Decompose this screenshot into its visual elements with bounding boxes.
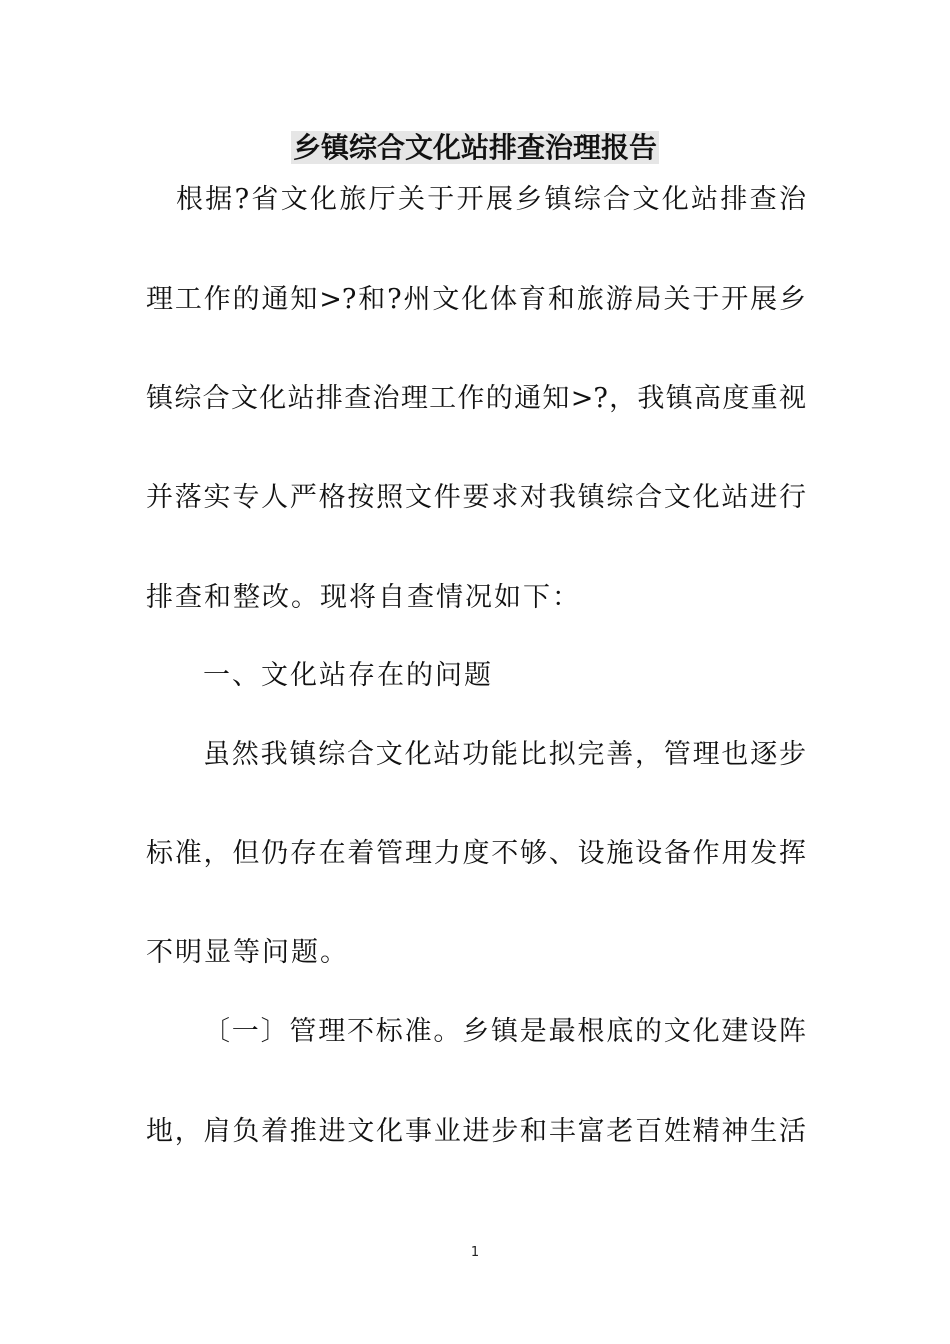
page-number: 1 [470, 1245, 480, 1260]
paragraph-line: 〔一〕管理不标准。乡镇是最根底的文化建设阵 [203, 1016, 806, 1047]
paragraph-line: 排查和整改。现将自查情况如下： [146, 582, 581, 613]
paragraph-line: 不明显等问题。 [146, 937, 349, 968]
paragraph-line: 并落实专人严格按照文件要求对我镇综合文化站进行 [146, 482, 806, 513]
paragraph-line: 虽然我镇综合文化站功能比拟完善，管理也逐步 [203, 739, 806, 770]
paragraph-line: 地，肩负着推进文化事业进步和丰富老百姓精神生活 [146, 1116, 806, 1147]
section-heading: 一、文化站存在的问题 [203, 660, 493, 691]
paragraph-line: 镇综合文化站排查治理工作的通知>?，我镇高度重视 [146, 383, 806, 414]
document-title: 乡镇综合文化站排查治理报告 [292, 131, 657, 164]
paragraph-line: 根据?省文化旅厅关于开展乡镇综合文化站排查治 [176, 184, 806, 215]
paragraph-line: 标准，但仍存在着管理力度不够、设施设备作用发挥 [146, 838, 806, 869]
paragraph-line: 理工作的通知>?和?州文化体育和旅游局关于开展乡 [146, 284, 806, 315]
